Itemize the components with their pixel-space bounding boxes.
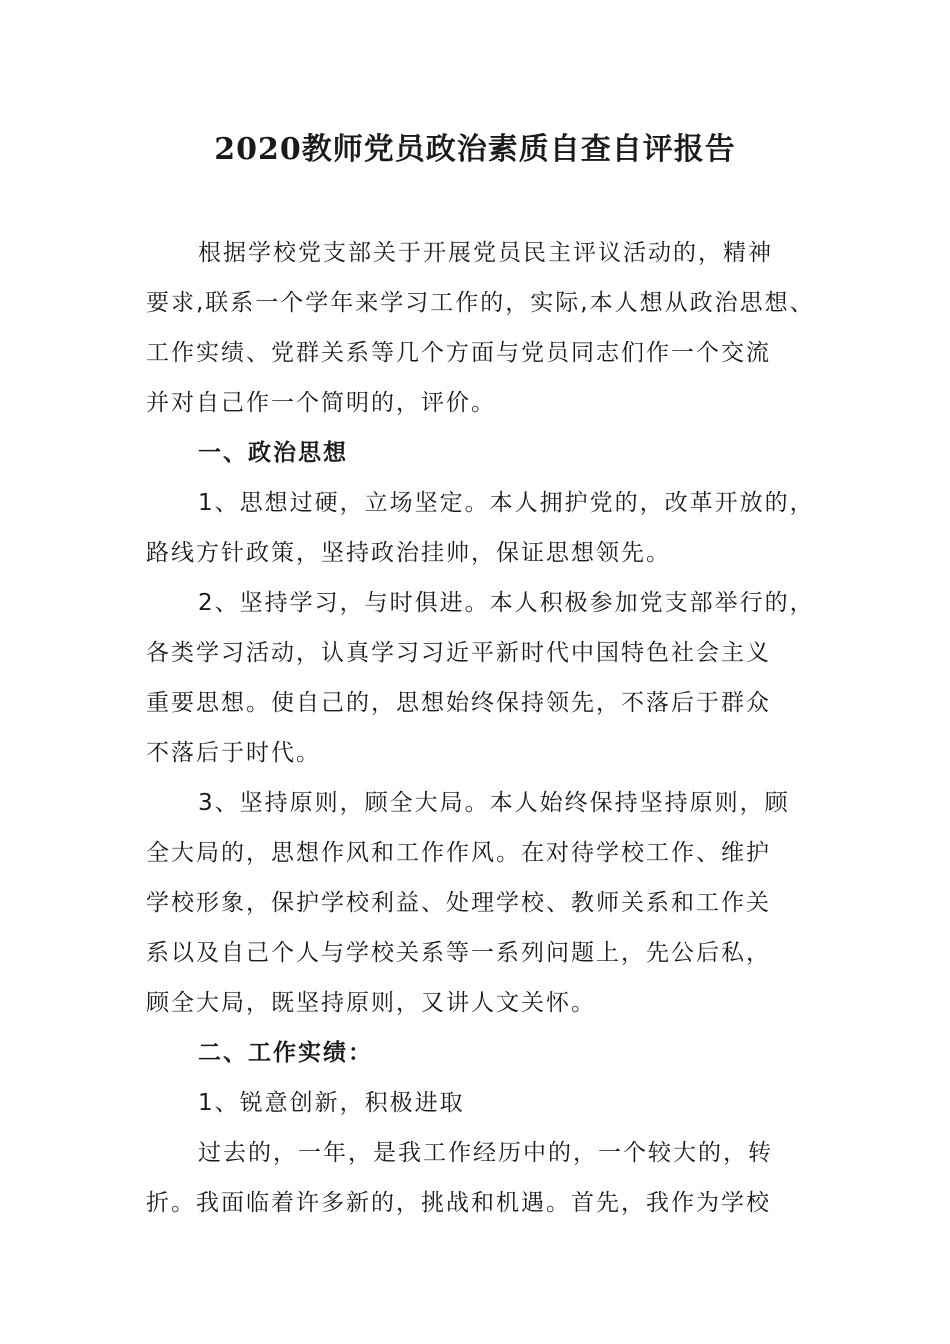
paragraph-line: 折。我面临着许多新的，挑战和机遇。首先，我作为学校 xyxy=(146,1190,771,1216)
paragraph-line: 根据学校党支部关于开展党员民主评议活动的，精神 xyxy=(198,240,773,266)
paragraph-line: 不落后于时代。 xyxy=(146,740,321,766)
section-heading: 一、政治思想 xyxy=(198,440,348,466)
paragraph-line: 系以及自己个人与学校关系等一系列问题上，先公后私， xyxy=(146,940,771,966)
document-title: 2020教师党员政治素质自查自评报告 xyxy=(214,132,736,167)
paragraph-line: 学校形象，保护学校利益、处理学校、教师关系和工作关 xyxy=(146,890,771,916)
paragraph-line: 2、坚持学习，与时俱进。本人积极参加党支部举行的， xyxy=(198,590,815,616)
document-body xyxy=(146,228,816,1228)
section-heading: 二、工作实绩： xyxy=(198,1040,373,1066)
paragraph-line: 1、锐意创新，积极进取 xyxy=(198,1090,465,1116)
paragraph-line: 顾全大局，既坚持原则，又讲人文关怀。 xyxy=(146,990,596,1016)
paragraph-line: 1、思想过硬，立场坚定。本人拥护党的，改革开放的， xyxy=(198,490,815,516)
paragraph-line: 各类学习活动，认真学习习近平新时代中国特色社会主义 xyxy=(146,640,771,666)
paragraph-line: 路线方针政策，坚持政治挂帅，保证思想领先。 xyxy=(146,540,671,566)
paragraph-line: 全大局的，思想作风和工作作风。在对待学校工作、维护 xyxy=(146,840,771,866)
paragraph-line: 过去的，一年，是我工作经历中的，一个较大的，转 xyxy=(198,1140,773,1166)
paragraph-line: 重要思想。使自己的，思想始终保持领先，不落后于群众 xyxy=(146,690,771,716)
paragraph-line: 要求,联系一个学年来学习工作的，实际,本人想从政治思想、 xyxy=(146,290,815,316)
paragraph-line: 并对自己作一个简明的，评价。 xyxy=(146,390,496,416)
paragraph-line: 工作实绩、党群关系等几个方面与党员同志们作一个交流 xyxy=(146,340,771,366)
paragraph-line: 3、坚持原则，顾全大局。本人始终保持坚持原则，顾 xyxy=(198,790,790,816)
